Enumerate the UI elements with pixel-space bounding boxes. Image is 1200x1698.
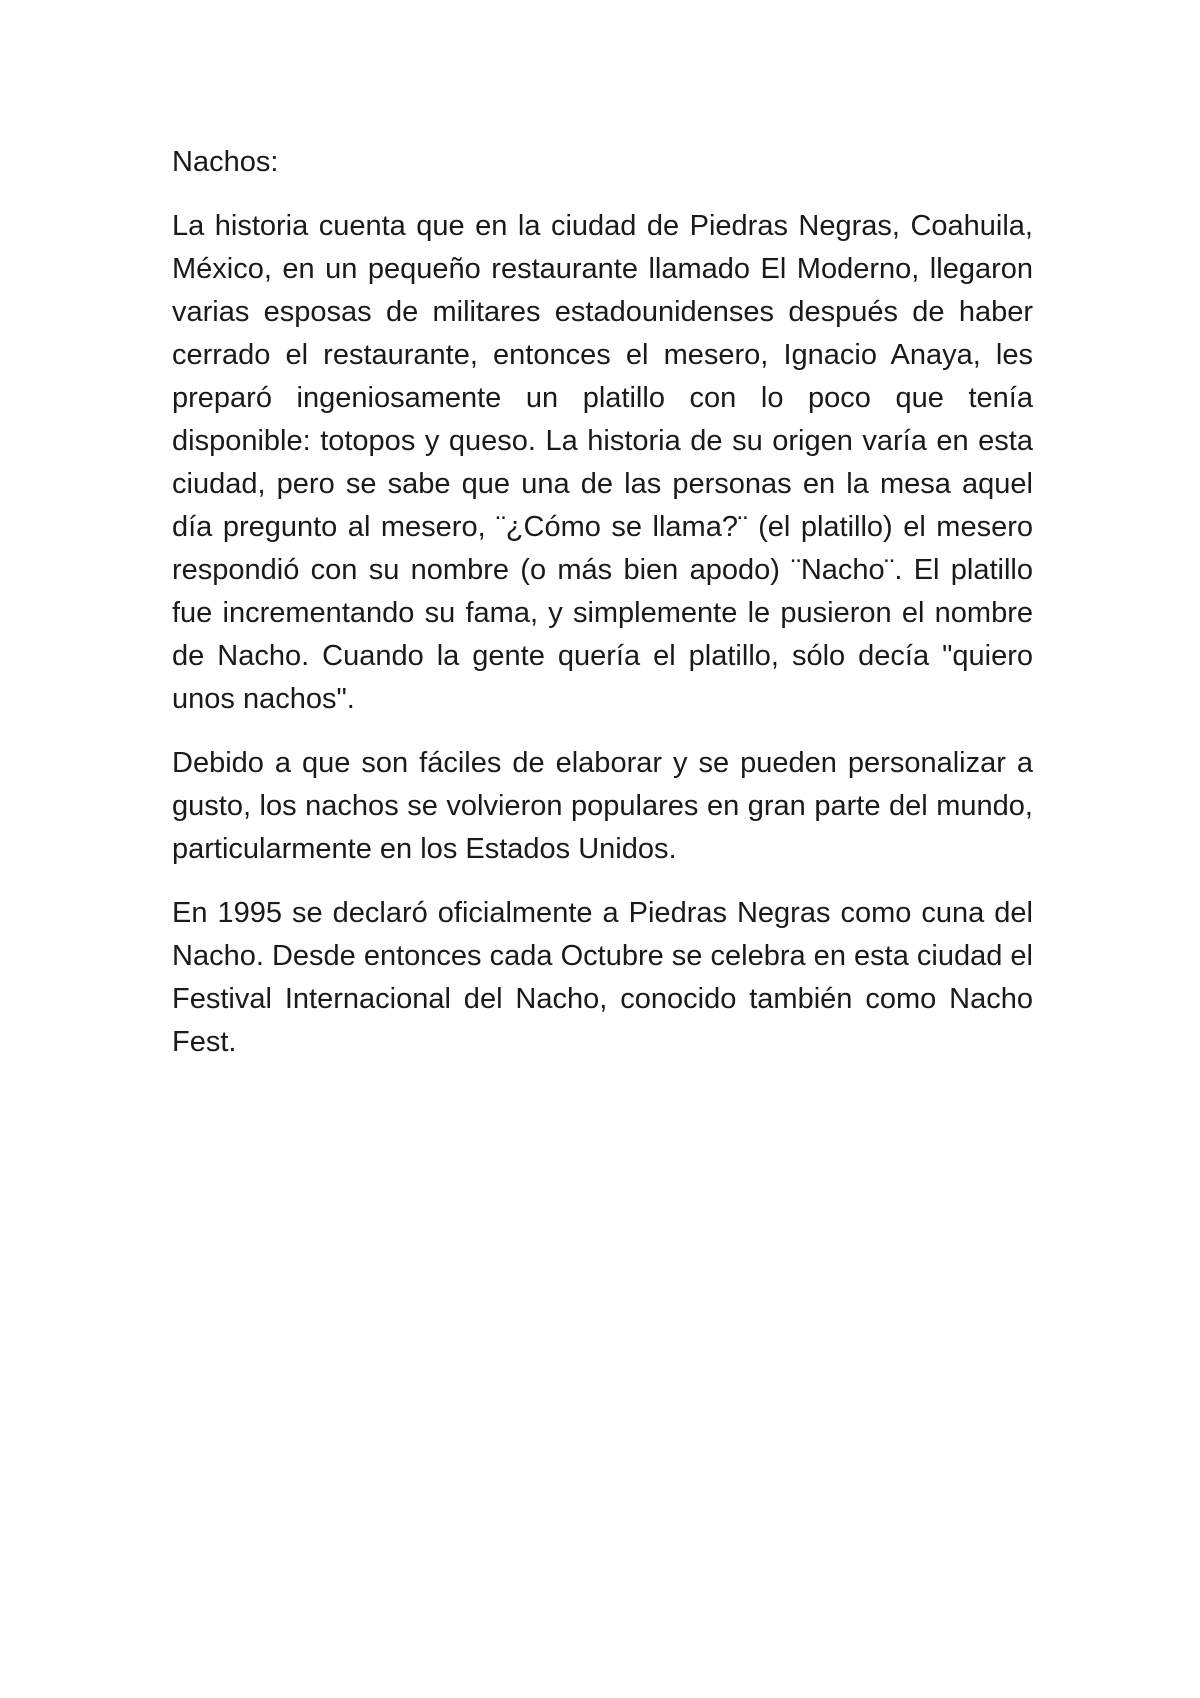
- paragraph-popularity: Debido a que son fáciles de elaborar y se pueden personalizar a gusto, los nachos se volvieron populares en gran parte del mundo, particularmente en los Estados Unidos.: [172, 747, 1033, 865]
- paragraph-festival: En 1995 se declaró oficialmente a Piedras Negras como cuna del Nacho. Desde entonces cada Octubre se celebra en esta ciudad el Festival Internacional del Nacho, conocido también como Nacho Fest.: [172, 897, 1033, 1058]
- document-body: [172, 141, 1033, 1085]
- paragraph-history: La historia cuenta que en la ciudad de Piedras Negras, Coahuila, México, en un pequeño restaurante llamado El Moderno, llegaron varias esposas de militares estadounidenses después de haber cerrado el restaurante, entonces el mesero, Ignacio Anaya, les preparó ingeniosamente un platillo con lo poco que tenía disponible: totopos y queso. La historia de su origen varía en esta ciudad, pero se sabe que una de las personas en la mesa aquel día pregunto al mesero, ¨¿Cómo se llama?¨ (el platillo) el mesero respondió con su nombre (o más bien apodo) ¨Nacho¨. El platillo fue incrementando su fama, y simplemente le pusieron el nombre de Nacho. Cuando la gente quería el platillo, sólo decía "quiero unos nachos".: [172, 210, 1033, 715]
- document-title: Nachos:: [172, 146, 279, 178]
